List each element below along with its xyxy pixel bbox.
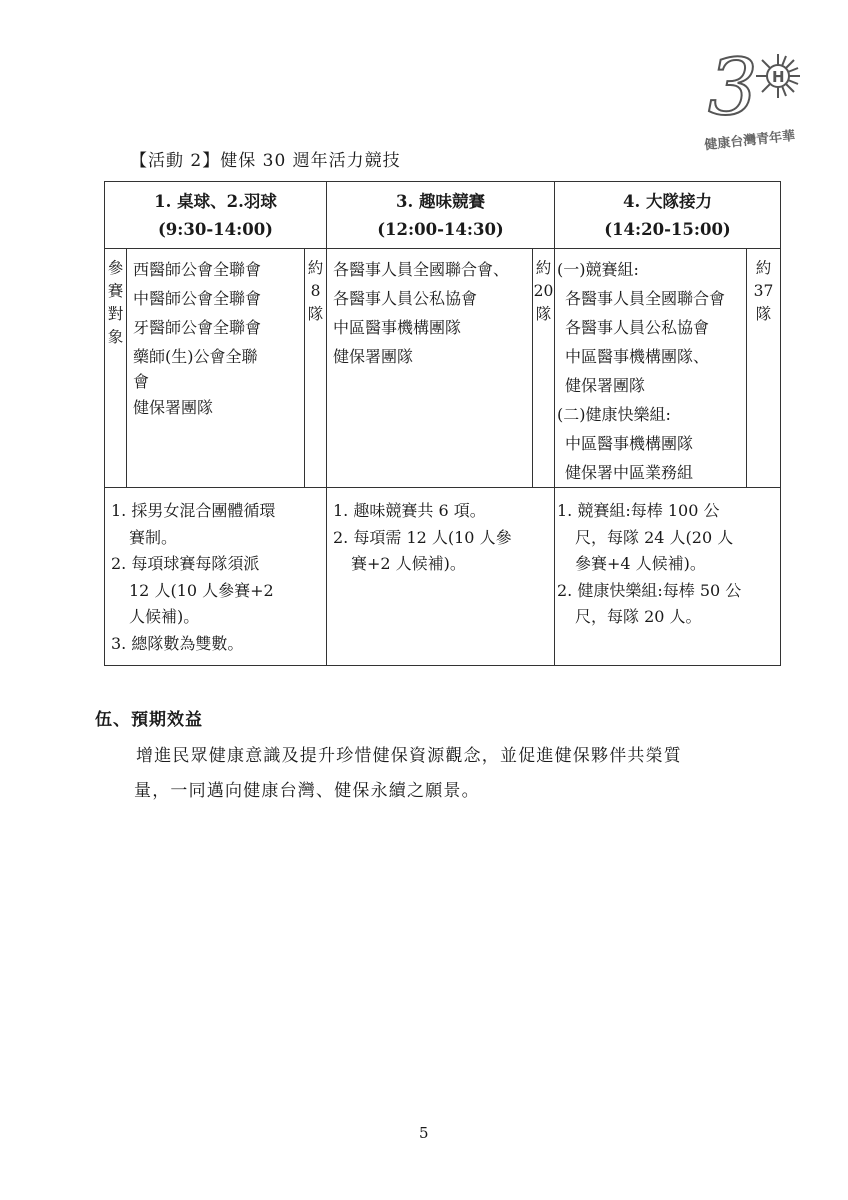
table-header-row bbox=[105, 182, 781, 249]
logo-number: 3 bbox=[708, 43, 758, 133]
row-label: 參 賽 對 象 bbox=[105, 249, 127, 488]
expected-benefits-paragraph: 增進民眾健康意識及提升珍惜健保資源觀念，並促進健保夥伴共榮質 量，一同邁向健康台灣、健保永續之願景。 bbox=[134, 746, 682, 801]
team-count: 約 20 隊 bbox=[533, 249, 555, 488]
header-cell bbox=[327, 182, 555, 249]
notes-row bbox=[105, 488, 781, 666]
column-name: 3. 趣味競賽 bbox=[396, 192, 485, 211]
participants-cell: 各醫事人員全國聯合會、 各醫事人員公私協會 中區醫事機構團隊 健保署團隊 bbox=[327, 249, 533, 488]
logo-caption: 健康台灣青年華 bbox=[703, 128, 796, 154]
team-count: 約 8 隊 bbox=[305, 249, 327, 488]
header-cell bbox=[105, 182, 327, 249]
activity-title: 【活動 2】健保 30 週年活力競技 bbox=[130, 151, 401, 171]
column-time: (12:00-14:30) bbox=[377, 220, 504, 239]
column-name: 4. 大隊接力 bbox=[623, 192, 712, 211]
participants-cell: 西醫師公會全聯會 中醫師公會全聯會 牙醫師公會全聯會 藥師(生)公會全聯 會 健保署團隊 bbox=[127, 249, 305, 488]
notes-cell: 1. 趣味競賽共 6 項。 2. 每項需 12 人(10 人參 賽+2 人候補)。 bbox=[327, 488, 555, 666]
participants-row bbox=[105, 249, 781, 488]
column-name: 1. 桌球、2.羽球 bbox=[154, 192, 277, 211]
team-count: 約 37 隊 bbox=[747, 249, 781, 488]
header-cell bbox=[555, 182, 781, 249]
notes-cell: 1. 採男女混合團體循環 賽制。 2. 每項球賽每隊須派 12 人(10 人參賽+2 人候補)。 3. 總隊數為雙數。 bbox=[105, 488, 327, 666]
logo-badge-letter: H bbox=[772, 68, 785, 86]
activity-table bbox=[104, 181, 781, 666]
section-heading: 伍、預期效益 bbox=[95, 710, 203, 730]
notes-cell: 1. 競賽組:每棒 100 公 尺，每隊 24 人(20 人 參賽+4 人候補)。 2. 健康快樂組:每棒 50 公 尺，每隊 20 人。 bbox=[555, 488, 781, 666]
column-time: (9:30-14:00) bbox=[157, 220, 273, 239]
page-number: 5 bbox=[419, 1124, 429, 1142]
participants-cell: (一)競賽組: 各醫事人員全國聯合會 各醫事人員公私協會 中區醫事機構團隊、 健保署團隊 (二)健康快樂組: 中區醫事機構團隊 健保署中區業務組 bbox=[555, 249, 747, 488]
column-time: (14:20-15:00) bbox=[604, 220, 731, 239]
